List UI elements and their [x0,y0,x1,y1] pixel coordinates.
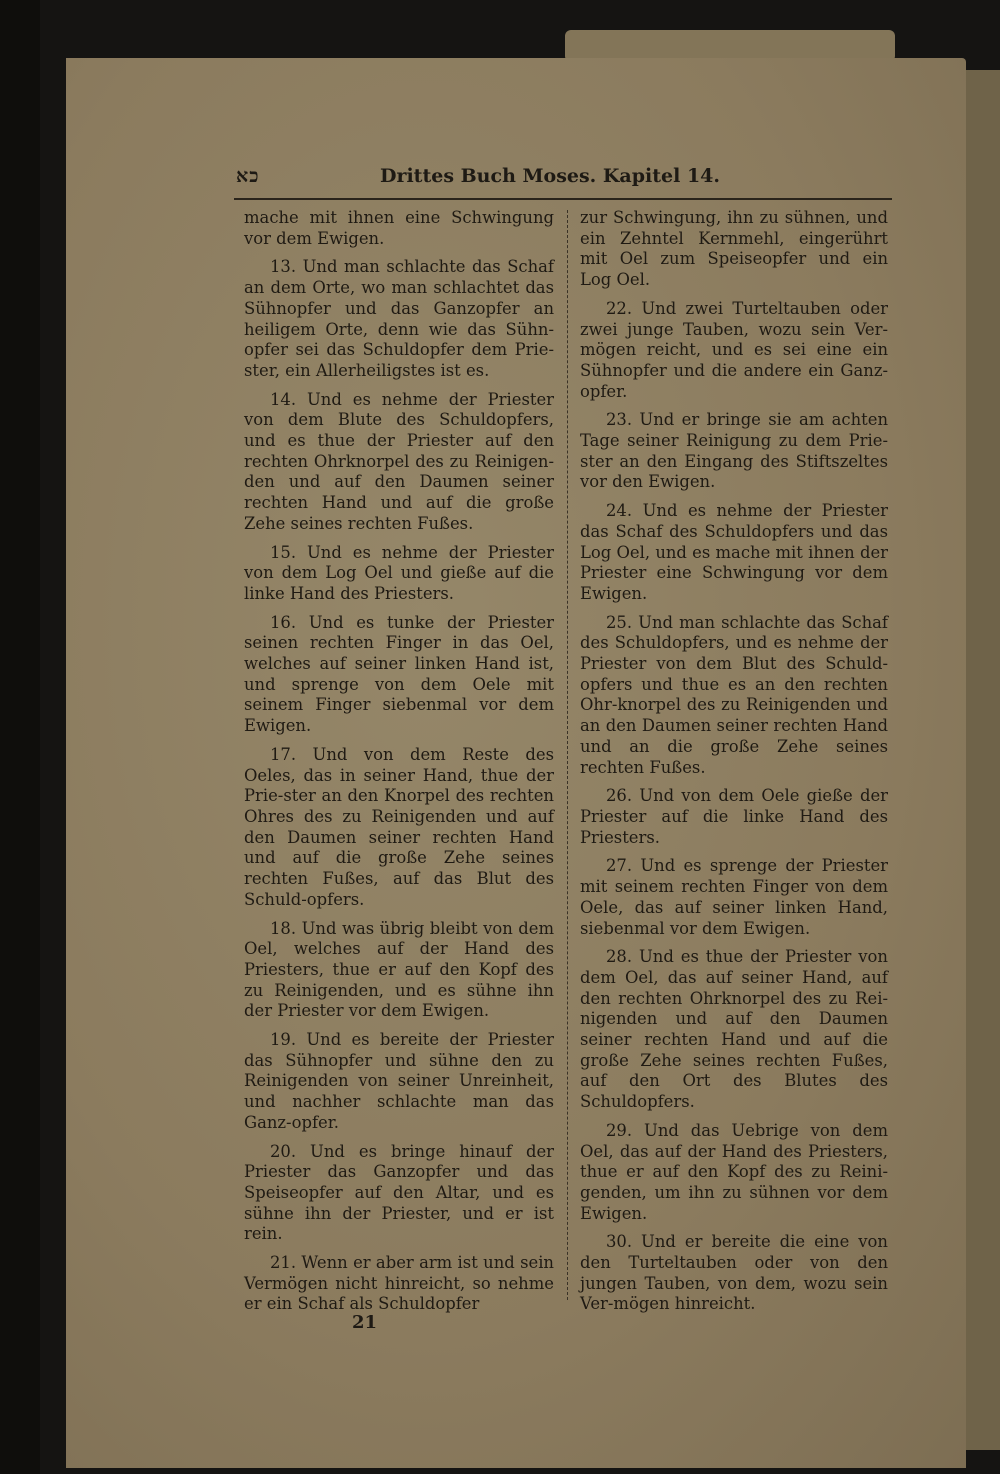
verse-paragraph: 19. Und es bereite der Priester das Sühnopfer und sühne den zu Reinigenden von seiner Unreinheit, und nachher schlachte man das Ganz-opfer. [244,1030,554,1132]
verse-paragraph: 18. Und was übrig bleibt von dem Oel, welches auf der Hand des Priesters, thue er auf den Kopf des zu Reinigenden, und es sühne ihn der Priester vor dem Ewigen. [244,918,554,1021]
column-divider [567,210,568,1300]
hebrew-folio: כא [236,165,260,187]
verse-paragraph: 20. Und es bringe hinauf der Priester das Ganzopfer und das Speiseopfer auf den Altar, und es sühne ihn der Priester, und er ist rein. [244,1141,554,1244]
book-spine [0,0,40,1474]
verse-paragraph: 29. Und das Uebrige von dem Oel, das auf der Hand des Priesters, thue er auf den Kopf des zu Reini-genden, um ihn zu sühnen vor dem Ewigen. [580,1120,888,1223]
verse-paragraph: 24. Und es nehme der Priester das Schaf des Schuldopfers und das Log Oel, und es mache mit ihnen der Priester eine Schwingung vor dem Ewigen. [580,501,888,603]
verse-paragraph: 25. Und man schlachte das Schaf des Schuldopfers, und es nehme der Priester von dem Blut des Schuld-opfers und thue es an den rechten Ohr-knorpel des zu Reinigenden und an den Daumen seiner rechten Hand und an die große Zehe seines rechten Fußes. [580,612,888,777]
header-rule [234,198,892,200]
right-column [580,208,888,1323]
verse-paragraph: 26. Und von dem Oele gieße der Priester auf die linke Hand des Priesters. [580,786,888,847]
verse-paragraph: 14. Und es nehme der Priester von dem Blute des Schuldopfers, und es thue der Priester auf den rechten Ohrknorpel des zu Reinigen-den und auf den Daumen seiner rechten Hand und auf die große Zehe seines rechten Fußes. [244,389,554,533]
verse-paragraph: 23. Und er bringe sie am achten Tage seiner Reinigung zu dem Prie-ster an den Eingang des Stiftszeltes vor den Ewigen. [580,410,888,492]
verse-paragraph: 28. Und es thue der Priester von dem Oel, das auf seiner Hand, auf den rechten Ohrknorpel des zu Rei-nigenden und auf den Daumen seiner rechten Hand und auf die große Zehe seines rechten Fußes, auf den Ort des Blutes des Schuldopfers. [580,947,888,1112]
verse-paragraph: 22. Und zwei Turteltauben oder zwei junge Tauben, wozu sein Ver-mögen reicht, und es sei eine ein Sühnopfer und die andere ein Ganz-opfer. [580,298,888,401]
verse-paragraph: 21. Wenn er aber arm ist und sein Vermögen nicht hinreicht, so nehme er ein Schaf als Schuldopfer [244,1253,554,1314]
verse-paragraph: 15. Und es nehme der Priester von dem Log Oel und gieße auf die linke Hand des Priesters. [244,542,554,603]
verse-paragraph: 30. Und er bereite die eine von den Turteltauben oder von den jungen Tauben, von dem, wozu sein Ver-mögen hinreicht. [580,1232,888,1314]
verse-paragraph: mache mit ihnen eine Schwingung vor dem Ewigen. [244,208,554,248]
left-column [244,208,554,1323]
verse-paragraph: 27. Und es sprenge der Priester mit seinem rechten Finger von dem Oele, das auf seiner linken Hand, siebenmal vor dem Ewigen. [580,856,888,938]
verse-paragraph: zur Schwingung, ihn zu sühnen, und ein Zehntel Kernmehl, eingerührt mit Oel zum Speiseopfer und ein Log Oel. [580,208,888,290]
verse-paragraph: 17. Und von dem Reste des Oeles, das in seiner Hand, thue der Prie-ster an den Knorpel des rechten Ohres des zu Reinigenden und auf den Daumen seiner rechten Hand und auf die große Zehe seines rechten Fußes, auf das Blut des Schuld-opfers. [244,744,554,909]
running-title: Drittes Buch Moses. Kapitel 14. [379,165,720,187]
page-number: 21 [352,1312,378,1333]
verse-paragraph: 16. Und es tunke der Priester seinen rechten Finger in das Oel, welches auf seiner linken Hand ist, und sprenge von dem Oele mit seinem Finger siebenmal vor dem Ewigen. [244,612,554,736]
verse-paragraph: 13. Und man schlachte das Schaf an dem Orte, wo man schlachtet das Sühnopfer und das Ganzopfer an heiligem Orte, denn wie das Sühn-opfer sei das Schuldopfer dem Prie-ster, ein Allerheiligstes ist es. [244,257,554,380]
page-header [236,165,720,195]
